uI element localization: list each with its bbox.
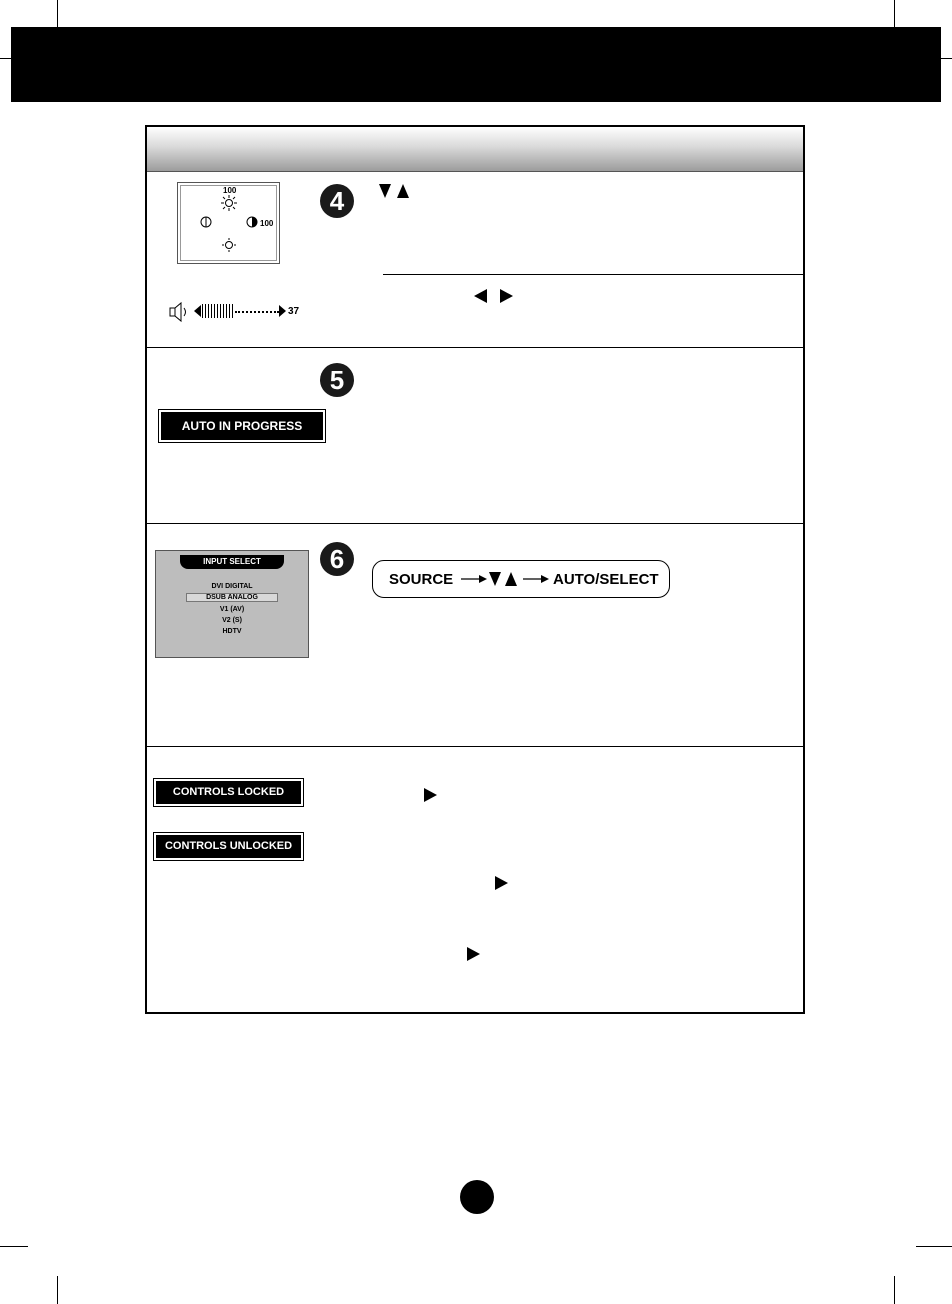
up-arrow-icon: [397, 184, 409, 198]
right-arrow-icon-3: [467, 947, 480, 961]
volume-right-arrow-icon: [279, 305, 286, 317]
volume-value: 37: [288, 306, 300, 317]
controls-unlocked-label: CONTROLS UNLOCKED: [156, 835, 301, 858]
step-6-number: 6: [320, 542, 354, 576]
crop-mark: [0, 58, 11, 59]
contrast-icon: [246, 216, 258, 228]
right-arrow-icon: [500, 289, 513, 303]
osd-brightness-contrast: [177, 182, 280, 264]
input-option-hdtv[interactable]: HDTV: [222, 628, 242, 635]
osd-input-select: [155, 550, 309, 658]
volume-bar-track: [235, 311, 279, 313]
flow-down-arrow-icon: [489, 572, 501, 586]
right-arrow-icon-unlock: [495, 876, 508, 890]
contrast-value: 100: [260, 219, 274, 228]
crop-mark: [0, 1246, 28, 1247]
step-4-number: 4: [320, 184, 354, 218]
crop-mark: [57, 1276, 58, 1304]
down-arrow-icon: [379, 184, 391, 198]
source-flow-box: [372, 560, 670, 598]
sub-divider: [383, 274, 803, 275]
contrast-left-icon: [200, 216, 212, 228]
row-divider: [147, 523, 803, 524]
flow-up-arrow-icon: [505, 572, 517, 586]
auto-in-progress-label: AUTO IN PROGRESS: [161, 412, 323, 440]
flow-arrow-icon: [461, 574, 487, 584]
left-arrow-icon: [474, 289, 487, 303]
right-arrow-icon-lock: [424, 788, 437, 802]
table-title-bar: [147, 127, 803, 172]
controls-locked-label: CONTROLS LOCKED: [156, 781, 301, 804]
flow-arrow-icon-2: [523, 574, 549, 584]
crop-mark: [57, 0, 58, 28]
crop-mark: [894, 1276, 895, 1304]
crop-mark: [916, 1246, 952, 1247]
row-divider: [147, 347, 803, 348]
header-bar: [11, 27, 941, 102]
volume-left-arrow-icon: [194, 305, 201, 317]
sun-icon: [221, 195, 237, 211]
auto-select-label: AUTO/SELECT: [553, 571, 659, 588]
speaker-icon: [167, 301, 191, 323]
page-number-circle: [460, 1180, 494, 1214]
row-divider: [147, 746, 803, 747]
step-5-number: 5: [320, 363, 354, 397]
input-option-dvi[interactable]: DVI DIGITAL: [211, 583, 253, 590]
brightness-value: 100: [223, 186, 237, 195]
sun-dim-icon: [221, 237, 237, 253]
osd-volume: [167, 300, 307, 324]
volume-bar-filled: [202, 304, 235, 318]
crop-mark: [941, 58, 952, 59]
input-option-v2[interactable]: V2 (S): [222, 617, 242, 624]
input-option-dsub[interactable]: DSUB ANALOG: [186, 593, 278, 602]
input-option-v1[interactable]: V1 (AV): [219, 606, 245, 613]
crop-mark: [894, 0, 895, 28]
source-label: SOURCE: [389, 571, 454, 588]
input-select-title: INPUT SELECT: [180, 555, 284, 569]
